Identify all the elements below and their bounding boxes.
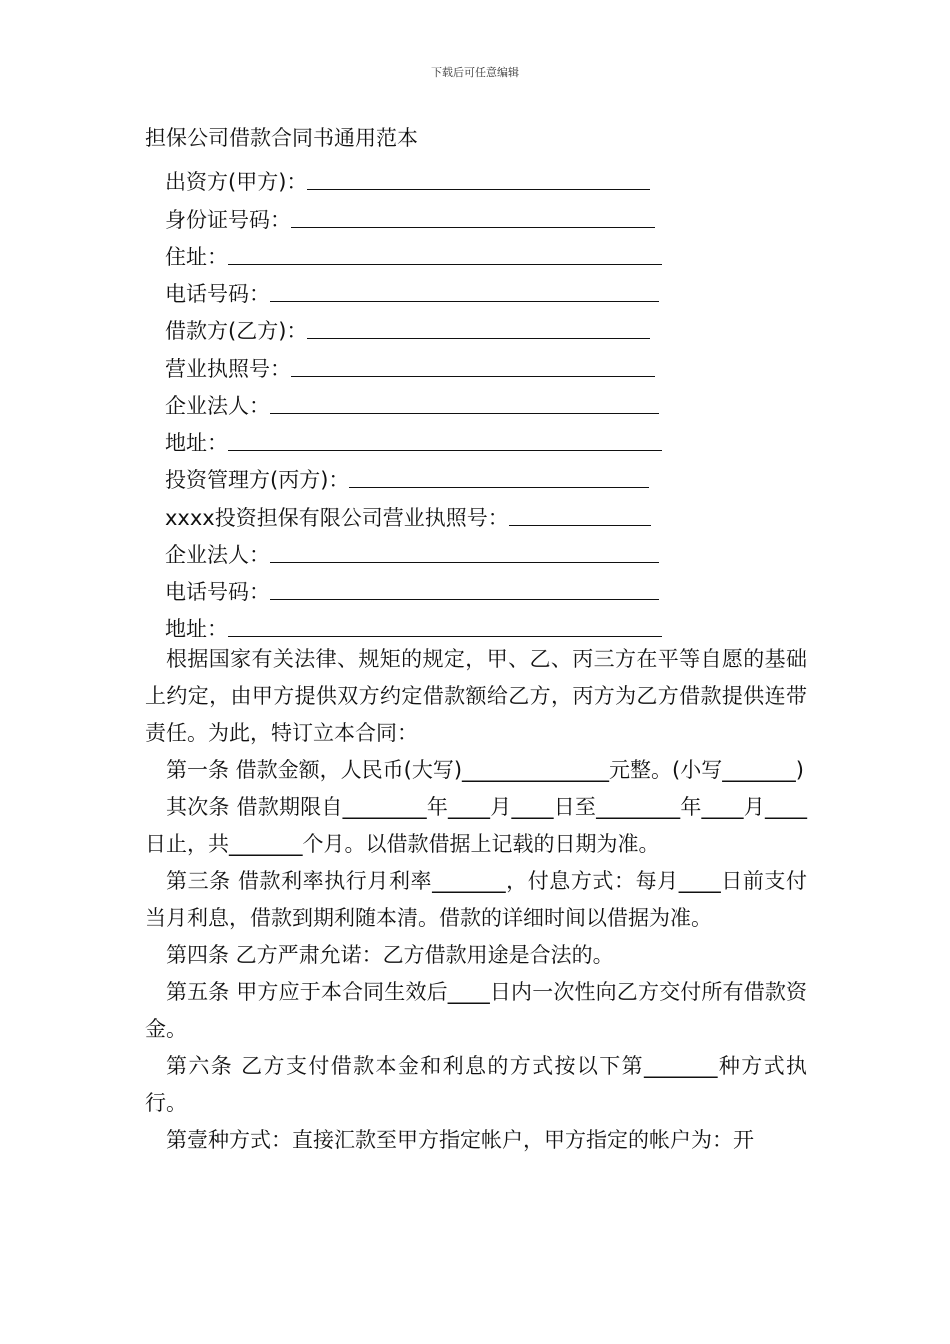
field-row	[165, 606, 662, 643]
blank-line	[270, 389, 659, 414]
article-2: 其次条 借款期限自________年____月____日至________年____月____日止，共_______个月。以借款借据上记载的日期为准。	[145, 795, 807, 856]
blank-line	[270, 277, 659, 302]
field-label: 电话号码：	[165, 580, 270, 604]
contract-body	[145, 641, 807, 1159]
field-label: 电话号码：	[165, 282, 270, 306]
field-label: 企业法人：	[165, 393, 270, 418]
blank-line	[349, 463, 649, 488]
field-row	[165, 196, 662, 233]
field-label: 出资方(甲方)：	[165, 170, 308, 195]
article-4: 第四条 乙方严肃允诺：乙方借款用途是合法的。	[166, 943, 614, 967]
intro-paragraph: 根据国家有关法律、规矩的规定，甲、乙、丙三方在平等自愿的基础上约定，由甲方提供双方约定借款额给乙方，丙方为乙方借款提供连带责任。为此，特订立本合同：	[145, 647, 807, 745]
field-label: 身份证号码：	[165, 207, 291, 232]
document-title: 担保公司借款合同书通用范本	[145, 126, 418, 150]
field-row	[165, 271, 662, 308]
blank-line	[270, 575, 659, 600]
blank-line	[270, 538, 659, 563]
blank-line	[228, 426, 662, 451]
field-row	[165, 457, 662, 494]
field-row	[165, 383, 662, 420]
article-1: 第一条 借款金额，人民币(大写)______________元整。(小写_______)	[166, 758, 804, 782]
field-row	[165, 345, 662, 382]
blank-line	[291, 352, 655, 377]
field-row	[165, 308, 662, 345]
blank-line	[307, 165, 650, 190]
blank-line	[307, 314, 650, 339]
field-label: 营业执照号：	[165, 356, 291, 381]
article-3: 第三条 借款利率执行月利率_______，付息方式：每月____日前支付当月利息，借款到期利随本清。借款的详细时间以借据为准。	[145, 869, 807, 930]
blank-line	[228, 612, 662, 637]
header-note: 下载后可任意编辑	[431, 66, 519, 79]
field-label: 借款方(乙方)：	[165, 319, 308, 344]
field-label: 住址：	[165, 244, 228, 269]
field-label: xxxx投资担保有限公司营业执照号：	[165, 505, 509, 530]
blank-line	[291, 203, 655, 228]
field-label: 地址：	[165, 617, 228, 642]
field-label: 地址：	[165, 431, 228, 455]
blank-line	[228, 240, 662, 265]
article-6: 第六条 乙方支付借款本金和利息的方式按以下第_______种方式执行。	[145, 1054, 807, 1115]
field-label: 企业法人：	[165, 542, 270, 567]
field-row	[165, 494, 662, 531]
party-info-fields	[165, 159, 662, 643]
field-row	[165, 420, 662, 457]
field-row	[165, 159, 662, 196]
payment-method-1: 第壹种方式：直接汇款至甲方指定帐户，甲方指定的帐户为：开	[166, 1128, 754, 1152]
field-row	[165, 569, 662, 606]
field-row	[165, 234, 662, 271]
blank-line	[509, 501, 651, 526]
field-label: 投资管理方(丙方)：	[165, 468, 350, 493]
article-5: 第五条 甲方应于本合同生效后____日内一次性向乙方交付所有借款资金。	[145, 980, 807, 1041]
field-row	[165, 532, 662, 569]
